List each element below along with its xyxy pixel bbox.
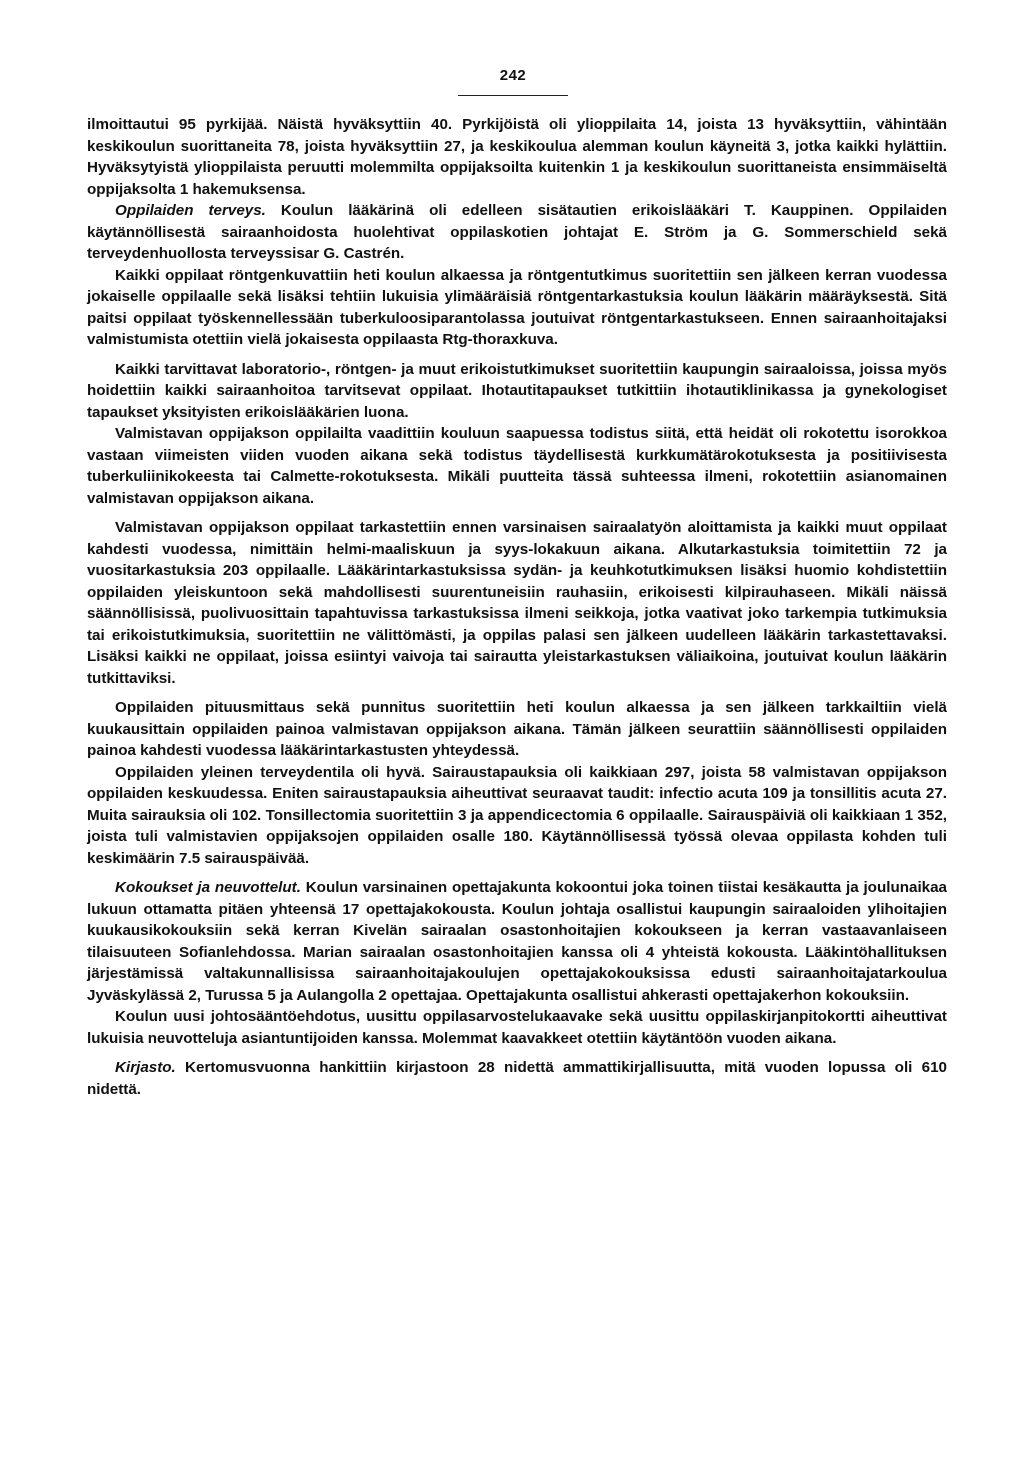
paragraph-library (87, 1057, 947, 1100)
paragraph-text: Kertomusvuonna hankittiin kirjastoon 28 nidettä ammattikirjallisuutta, mitä vuoden lopussa oli 610 nidettä. (87, 1059, 947, 1098)
paragraph-vaccinations (87, 423, 947, 509)
paragraph-admissions (87, 114, 947, 200)
paragraph-meetings (87, 877, 947, 1006)
paragraph-text: Oppilaiden yleinen terveydentila oli hyvä. Sairaustapauksia oli kaikkiaan 297, joista 58 valmistavan oppijakson oppilaiden keskuudessa. Eniten sairaustapauksia aiheuttivat seuraavat taudit: infectio acuta 109 ja tonsillitis acuta 27. Muita sairauksia oli 102. Tonsillectomia suoritettiin 3 ja appendicectomia 6 oppilaalle. Sairauspäiviä oli kaikkiaan 1 352, joista tuli valmistavien oppijaksojen oppilaiden osalle 180. Käytännöllisessä työssä olevaa oppilasta kohden tuli keskimäärin 7.5 sairauspäivää. (87, 763, 947, 867)
section-heading-health: Oppilaiden terveys. (115, 202, 266, 219)
paragraph-text: Koulun lääkärinä oli edelleen sisätautien erikoislääkäri T. Kauppinen. Oppilaiden käytännöllisestä sairaanhoidosta huolehtivat oppilaskotien johtajat E. Ström ja G. Sommerschield sekä terveydenhuollosta terveyssisar G. Castrén. (87, 202, 947, 262)
paragraph-text: Valmistavan oppijakson oppilailta vaadittiin kouluun saapuessa todistus siitä, että heidät oli rokotettu isorokkoa vastaan viimeisten viiden vuoden aikana sekä todistus täydellisestä kurkkumätärokotuksesta ja positiivisesta tuberkuliinikokeesta tai Calmette-rokotuksesta. Mikäli puutteita tässä suhteessa ilmeni, rokotettiin asianomainen valmistavan oppijakson aikana. (87, 425, 947, 507)
header-rule (458, 95, 568, 96)
paragraph-examinations (87, 517, 947, 689)
paragraph-illness-statistics (87, 762, 947, 870)
section-heading-meetings: Kokoukset ja neuvottelut. (115, 879, 301, 896)
paragraph-text: Koulun uusi johtosääntöehdotus, uusittu oppilasarvostelukaavake sekä uusittu oppilaskirjanpitokortti aiheuttivat lukuisia neuvotteluja asiantuntijoiden kanssa. Molemmat kaavakkeet otettiin käytäntöön vuoden aikana. (87, 1008, 947, 1047)
paragraph-text: Valmistavan oppijakson oppilaat tarkastettiin ennen varsinaisen sairaalatyön aloittamista ja kaikki muut oppilaat kahdesti vuodessa, nimittäin helmi-maaliskuun ja syys-lokakuun aikana. Alkutarkastuksia toimitettiin 72 ja vuositarkastuksia 203 oppilaalle. Lääkärintarkastuksissa sydän- ja keuhkotutkimuksen lisäksi huomio kohdistettiin oppilaiden yleiskuntoon sekä mahdollisesti suurentuneisiin rauhasiin, erikoisesti kilpirauhaseen. Mikäli näissä säännöllisissä, puolivuosittain tapahtuvissa tarkastuksissa ilmeni seikkoja, jotka vaativat joko tarkempia tutkimuksia tai erikoistutkimuksia, suoritettiin ne välittömästi, ja oppilas palasi sen jälkeen uudelleen lääkärin tarkastettavaksi. Lisäksi kaikki ne oppilaat, joissa esiintyi vaivoja tai sairautta yleistarkastuksen väliaikoina, joutuivat koulun lääkärin tutkittaviksi. (87, 519, 947, 687)
paragraph-laboratory (87, 359, 947, 424)
page-number: 242 (499, 67, 527, 84)
paragraph-weight-monitoring (87, 697, 947, 762)
paragraph-text: Oppilaiden pituusmittaus sekä punnitus suoritettiin heti koulun alkaessa ja sen jälkeen tarkkailtiin vielä kuukausittain oppilaiden painoa valmistavan oppijakson aikana. Tämän jälkeen seurattiin säännöllisesti oppilaiden painoa kahdesti vuodessa lääkärintarkastusten yhteydessä. (87, 699, 947, 759)
paragraph-forms (87, 1006, 947, 1049)
paragraph-text: Kaikki oppilaat röntgenkuvattiin heti koulun alkaessa ja röntgentutkimus suoritettiin sen jälkeen kerran vuodessa jokaiselle oppilaalle sekä lisäksi tehtiin lukuisia ylimääräisiä röntgentarkastuksia koulun lääkärin määräyksestä. Sitä paitsi oppilaat työskennellessään tuberkuloosiparantolassa joutuivat röntgentarkastukseen. Ennen sairaanhoitajaksi valmistumista otettiin vielä jokaisesta oppilaasta Rtg-thoraxkuva. (87, 266, 947, 348)
paragraph-text: Kaikki tarvittavat laboratorio-, röntgen- ja muut erikoistutkimukset suoritettiin kaupungin sairaaloissa, joissa myös hoidettiin kaikki sairaanhoitoa tarvitsevat oppilaat. Ihotautitapaukset tutkittiin ihotautiklinikassa ja gynekologiset tapaukset yksityisten erikoislääkärien luona. (87, 360, 947, 421)
paragraph-xray (87, 265, 947, 351)
paragraph-text: Koulun varsinainen opettajakunta kokoontui joka toinen tiistai kesäkautta ja joulunaikaa lukuun ottamatta pitäen yhteensä 17 opettajakokousta. Koulun johtaja osallistui kaupungin sairaaloiden ylihoitajien kuukausikokouksiin sekä kerran Kivelän sairaalan osastonhoitajien kokoukseen ja kerran vastaavanlaiseen tilaisuuteen Sofianlehdossa. Marian sairaalan osastonhoitajien kanssa oli 4 yhteistä kokousta. Lääkintöhallituksen järjestämissä valtakunnallisissa sairaanhoitajakoulujen opettajakokouksissa edusti sairaanhoitajatarkoulua Jyväskylässä 2, Turussa 5 ja Aulangolla 2 opettajaa. Opettajakunta osallistui ahkerasti opettajakerhon kokouksiin. (87, 879, 948, 1004)
section-heading-library: Kirjasto. (115, 1059, 176, 1076)
paragraph-text: ilmoittautui 95 pyrkijää. Näistä hyväksyttiin 40. Pyrkijöistä oli ylioppilaita 14, joista 13 hyväksyttiin, vähintään keskikoulun suorittaneita 78, joista hyväksyttiin 27, ja keskikoulua alemman koulun käyneitä 3, jotka kaikki hylättiin. Hyväksytyistä ylioppilaista peruutti molemmilta oppijaksoilta kuitenkin 1 ja keskikoulun suorittaneista ensimmäiseltä oppijaksolta 1 hakemuksensa. (87, 116, 947, 198)
body-text (87, 114, 947, 1108)
paragraph-student-health (87, 200, 947, 265)
